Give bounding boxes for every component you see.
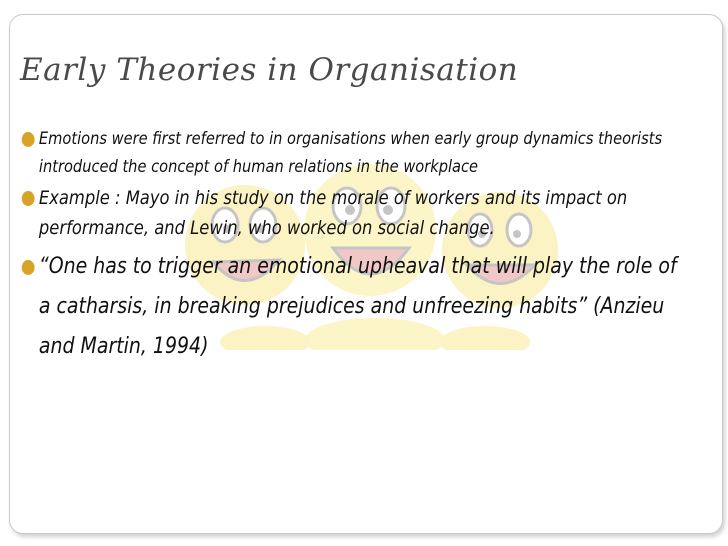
bullet-text: Emotions were first referred to in organisations when early group dynamics theorists introduced the concept of human relations in the workplace: [38, 129, 663, 177]
bullet-dot-icon: [22, 260, 35, 275]
bullet-dot-icon: [22, 132, 35, 147]
bullet-text: “One has to trigger an emotional upheaval that will play the role of a catharsis, in breaking prejudices and unfreezing habits” (Anzieu and Martin, 1994): [38, 254, 677, 359]
bullet-item: [20, 247, 693, 367]
bullet-dot-icon: [22, 191, 35, 206]
bullet-text: Example : Mayo in his study on the morale of workers and its impact on performance, and Lewin, who worked on social change.: [38, 187, 628, 239]
bullet-item: [20, 183, 693, 243]
bullet-item: [20, 125, 693, 181]
bullet-list: [20, 125, 710, 367]
slide-title: Early Theories in Organisation: [20, 52, 519, 88]
